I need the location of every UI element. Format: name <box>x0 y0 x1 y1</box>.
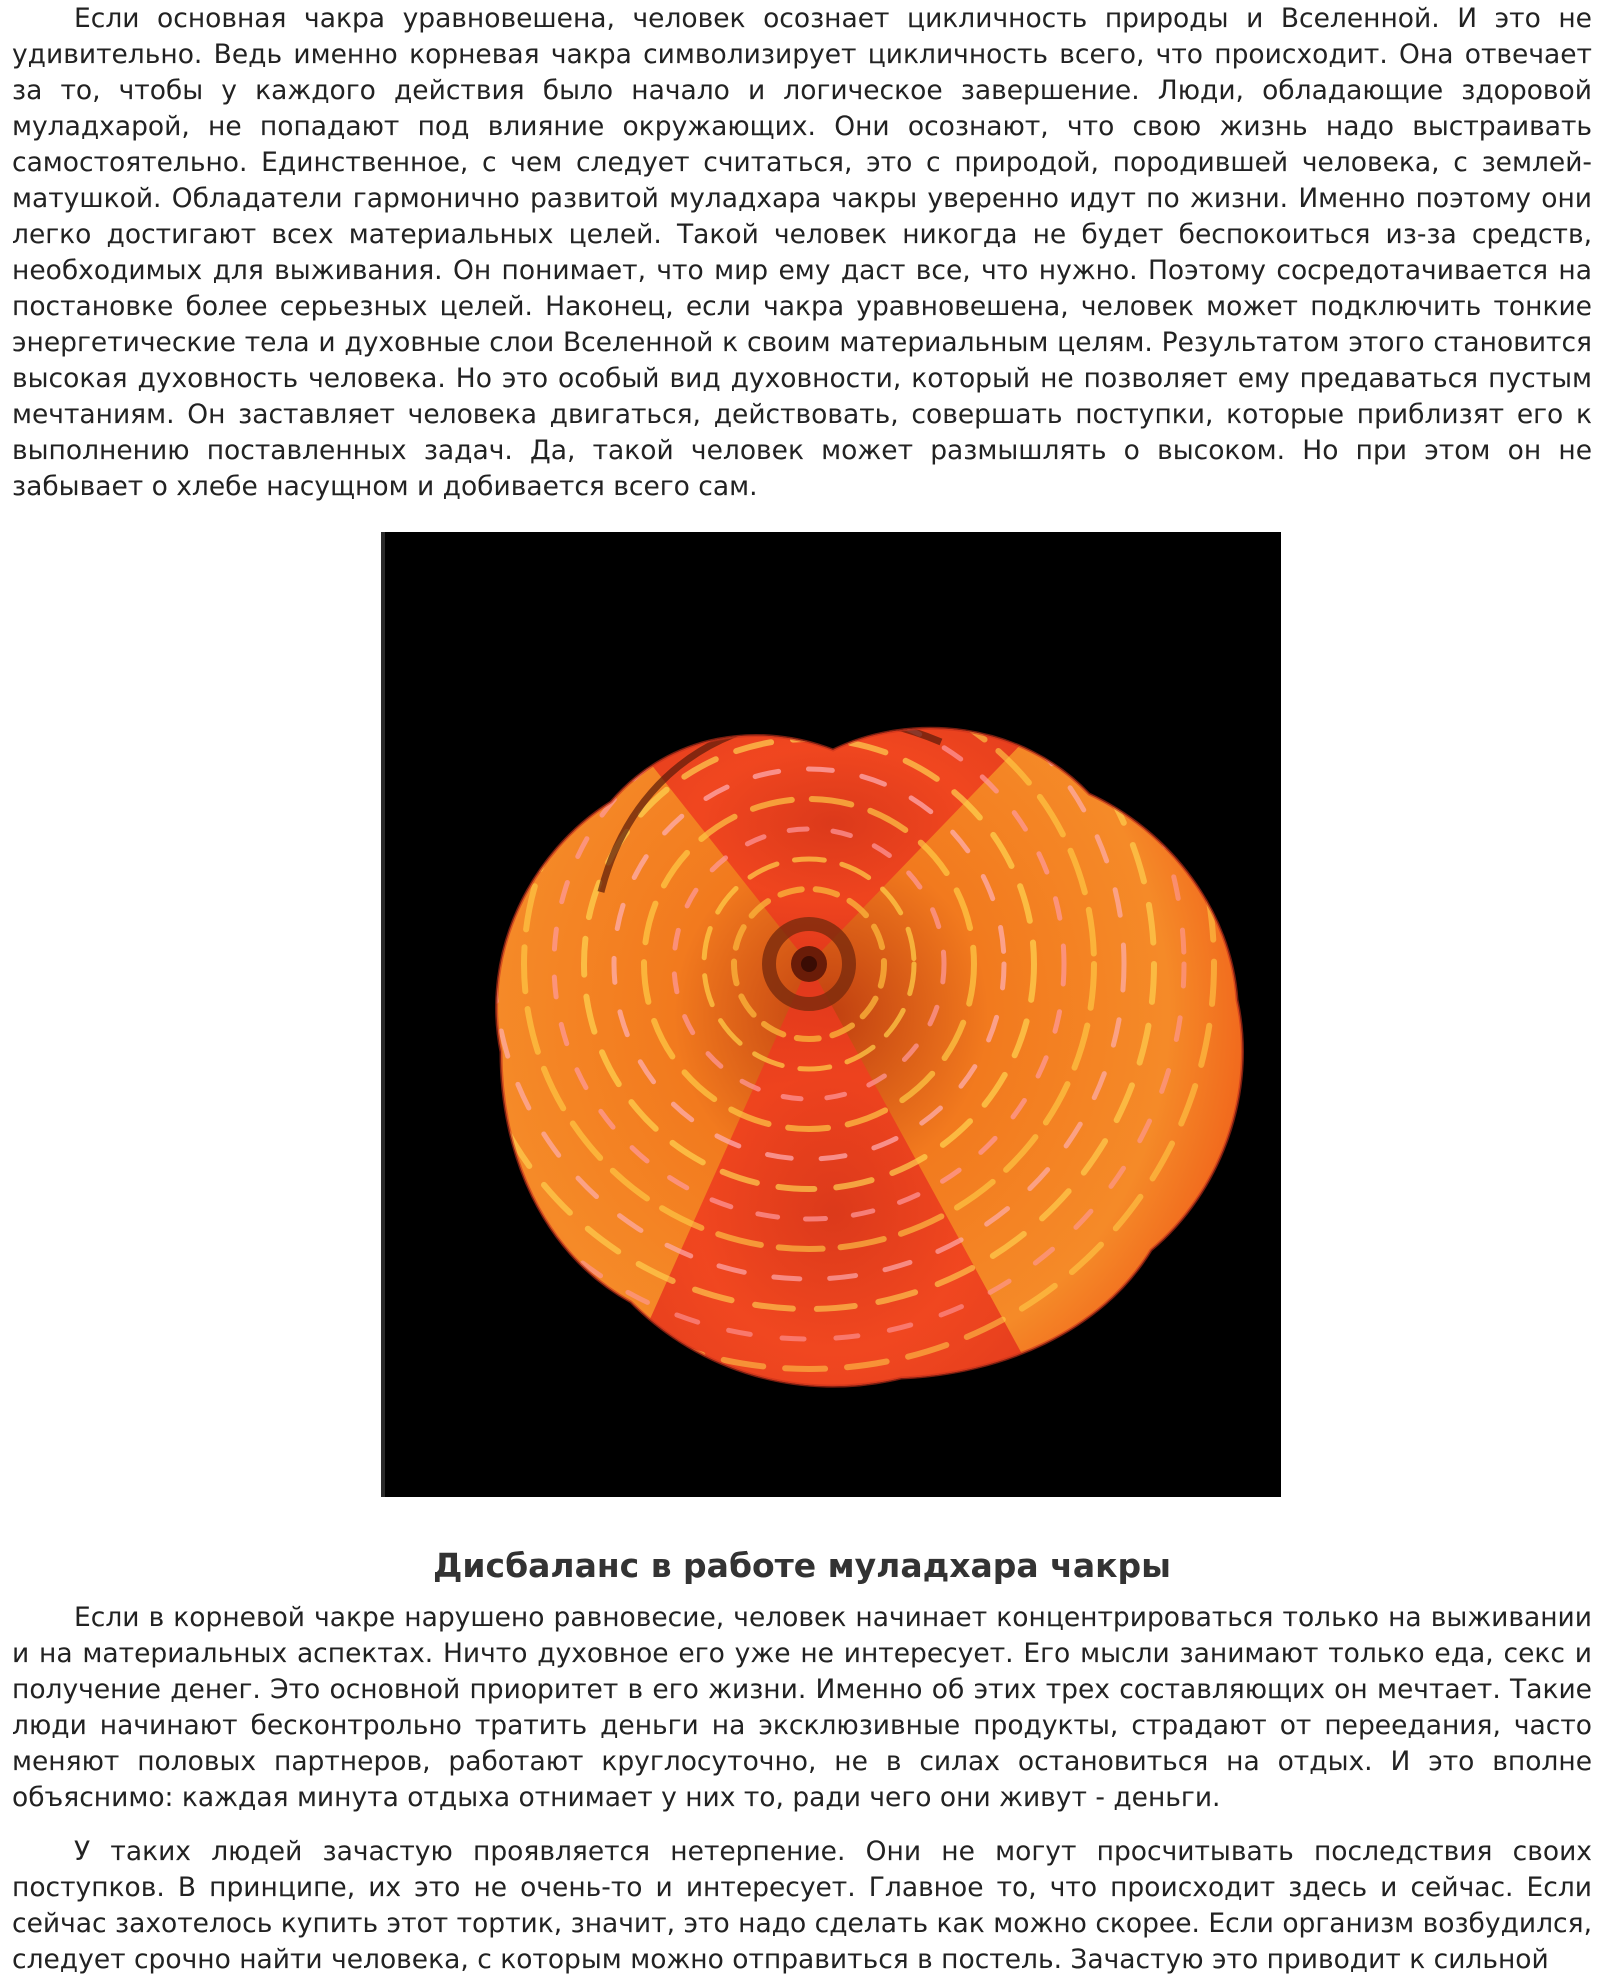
article-top <box>12 0 1592 505</box>
mandala-drawing <box>381 532 1281 1497</box>
paragraph-imbalance: Если в корневой чакре нарушено равновесие, человек начинает концентрироваться только на выживании и на материальных аспектах. Ничто духовное его уже не интересует. Его мысли занимают только еда, секс и получение денег. Это основной приоритет в его жизни. Именно об этих трех составляющих он мечтает. Такие люди начинают бесконтрольно тратить деньги на эксклюзивные продукты, страдают от переедания, часто меняют половых партнеров, работают круглосуточно, не в силах остановиться на отдых. И это вполне объяснимо: каждая минута отдыха отнимает у них то, ради чего они живут - деньги. <box>12 1602 1592 1813</box>
chakra-mandala-image <box>381 532 1281 1497</box>
section-heading: Дисбаланс в работе муладхара чакры <box>433 1546 1171 1585</box>
paragraph-balanced-chakra: Если основная чакра уравновешена, человек осознает цикличность природы и Вселенной. И это не удивительно. Ведь именно корневая чакра символизирует цикличность всего, что происходит. Она отвечает за то, чтобы у каждого действия было начало и логическое завершение. Люди, обладающие здоровой муладхарой, не попадают под влияние окружающих. Они осознают, что свою жизнь надо выстраивать самостоятельно. Единственное, с чем следует считаться, это с природой, породившей человека, с землей-матушкой. Обладатели гармонично развитой муладхара чакры уверенно идут по жизни. Именно поэтому они легко достигают всех материальных целей. Такой человек никогда не будет беспокоиться из-за средств, необходимых для выживания. Он понимает, что мир ему даст все, что нужно. Поэтому сосредотачивается на постановке более серьезных целей. Наконец, если чакра уравновешена, человек может подключить тонкие энергетические тела и духовные слои Вселенной к своим материальным целям. Результатом этого становится высокая духовность человека. Но это особый вид духовности, который не позволяет ему предаваться пустым мечтаниям. Он заставляет человека двигаться, действовать, совершать поступки, которые приблизят его к выполнению поставленных задач. Да, такой человек может размышлять о высоком. Но при этом он не забывает о хлебе насущном и добивается всего сам. <box>12 3 1592 502</box>
article-bottom <box>12 1600 1592 1978</box>
paragraph-impatience: У таких людей зачастую проявляется нетерпение. Они не могут просчитывать последствия своих поступков. В принципе, их это не очень-то и интересует. Главное то, что происходит здесь и сейчас. Если сейчас захотелось купить этот тортик, значит, это надо сделать как можно скорее. Если организм возбудился, следует срочно найти человека, с которым можно отправиться в постель. Зачастую это приводит к сильной <box>12 1836 1592 1975</box>
